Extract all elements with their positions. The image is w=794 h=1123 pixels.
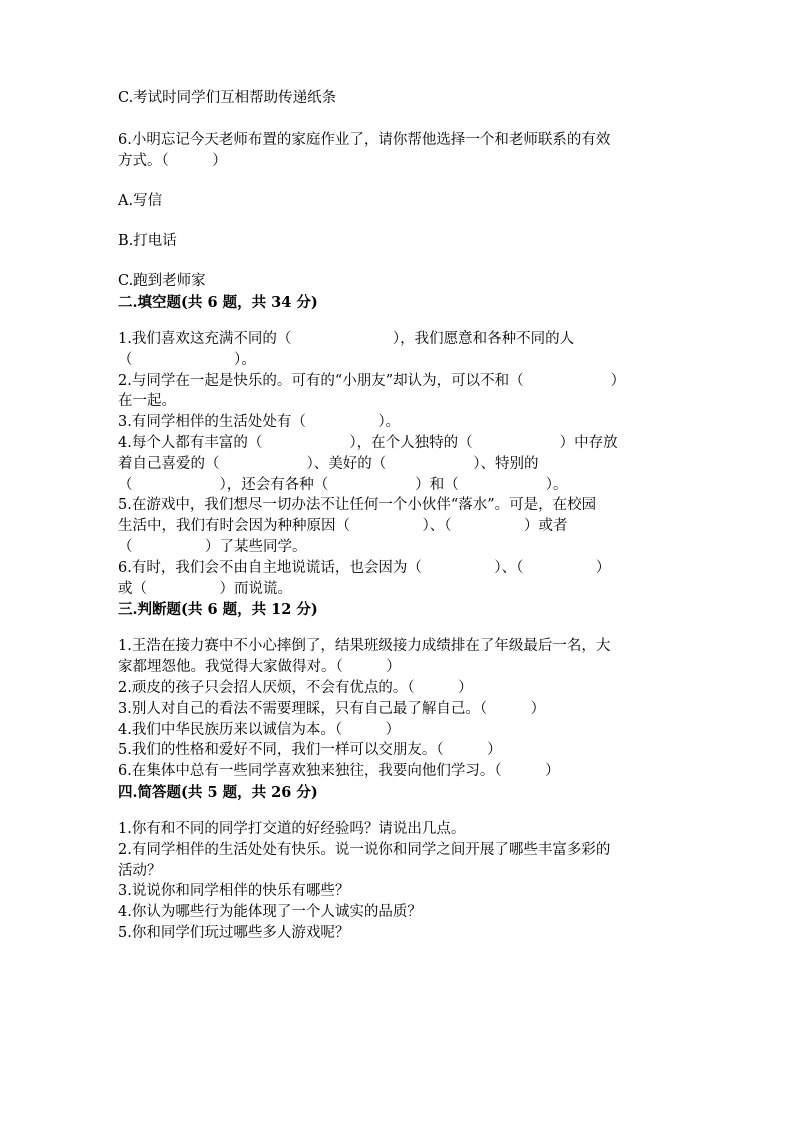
s2-line: （ ），还会有各种（ ）和（ ）。 bbox=[118, 476, 568, 493]
s3-line: 2.顽皮的孩子只会招人厌烦，不会有优点的。（ ） bbox=[118, 679, 473, 696]
s4-line: 活动？ bbox=[118, 862, 162, 879]
s3-line: 3.别人对自己的看法不需要理睬，只有自己最了解自己。（ ） bbox=[118, 700, 546, 717]
s4-line: 3.说说你和同学相伴的快乐有哪些？ bbox=[118, 883, 350, 900]
s2-line: 2.与同学在一起是快乐的。可有的“小朋友”却认为，可以不和（ ） bbox=[118, 372, 626, 389]
q6-line-2: 方式。（ ） bbox=[118, 153, 227, 169]
q6-option-b: B.打电话 bbox=[118, 233, 177, 249]
q6-option-a: A.写信 bbox=[118, 193, 163, 209]
s3-line: 1.王浩在接力赛中不小心摔倒了，结果班级接力成绩排在了年级最后一名，大 bbox=[118, 638, 611, 655]
exam-page bbox=[118, 88, 678, 944]
s3-line: 家都埋怨他。我觉得大家做得对。（ ） bbox=[118, 659, 401, 676]
question-6 bbox=[118, 130, 678, 172]
s4-line: 5.你和同学们玩过哪些多人游戏呢？ bbox=[118, 924, 350, 941]
s2-line: 4.每个人都有丰富的（ ），在个人独特的（ ）中存放 bbox=[118, 434, 618, 451]
section-2-title: 二.填空题(共 6 题，共 34 分) bbox=[118, 294, 318, 311]
s3-line: 4.我们中华民族历来以诚信为本。（ ） bbox=[118, 721, 401, 738]
section-2-body bbox=[118, 329, 678, 599]
q6-line-1: 6.小明忘记今天老师布置的家庭作业了，请你帮他选择一个和老师联系的有效 bbox=[118, 132, 611, 148]
s2-line: 6.有时，我们会不由自主地说谎话，也会因为（ ）、（ ） bbox=[118, 559, 611, 576]
s2-line: 或（ ）而说谎。 bbox=[118, 580, 292, 597]
section-4-body bbox=[118, 819, 678, 944]
s4-line: 4.你认为哪些行为能体现了一个人诚实的品质？ bbox=[118, 904, 422, 921]
section-3-body bbox=[118, 636, 678, 782]
q5-option-c: C.考试时同学们互相帮助传递纸条 bbox=[118, 90, 337, 106]
s2-line: 5.在游戏中，我们想尽一切办法不让任何一个小伙伴“落水”。可是，在校园 bbox=[118, 497, 597, 514]
s4-line: 2.有同学相伴的生活处处有快乐。说一说你和同学之间开展了哪些丰富多彩的 bbox=[118, 841, 611, 858]
s2-line: 3.有同学相伴的生活处处有（ ）。 bbox=[118, 414, 401, 431]
s2-line: 1.我们喜欢这充满不同的（ ），我们愿意和各种不同的人 bbox=[118, 331, 575, 347]
s2-line: 在一起。 bbox=[118, 393, 176, 410]
s2-line: 生活中，我们有时会因为种种原因（ ）、（ ）或者 bbox=[118, 518, 568, 535]
s2-line: （ ）了某些同学。 bbox=[118, 538, 307, 555]
section-3-title: 三.判断题(共 6 题，共 12 分) bbox=[118, 601, 318, 619]
s4-line: 1.你有和不同的同学打交道的好经验吗？请说出几点。 bbox=[118, 820, 466, 837]
s3-line: 6.在集体中总有一些同学喜欢独来独往，我要向他们学习。（ ） bbox=[118, 763, 560, 780]
s2-line: 着自己喜爱的（ ）、美好的（ ）、特别的 bbox=[118, 455, 539, 472]
q6-option-c: C.跑到老师家 bbox=[118, 273, 206, 289]
section-4-title: 四.简答题(共 5 题，共 26 分) bbox=[118, 783, 318, 801]
s3-line: 5.我们的性格和爱好不同，我们一样可以交朋友。（ ） bbox=[118, 742, 502, 759]
s2-line: （ ）。 bbox=[118, 351, 256, 368]
